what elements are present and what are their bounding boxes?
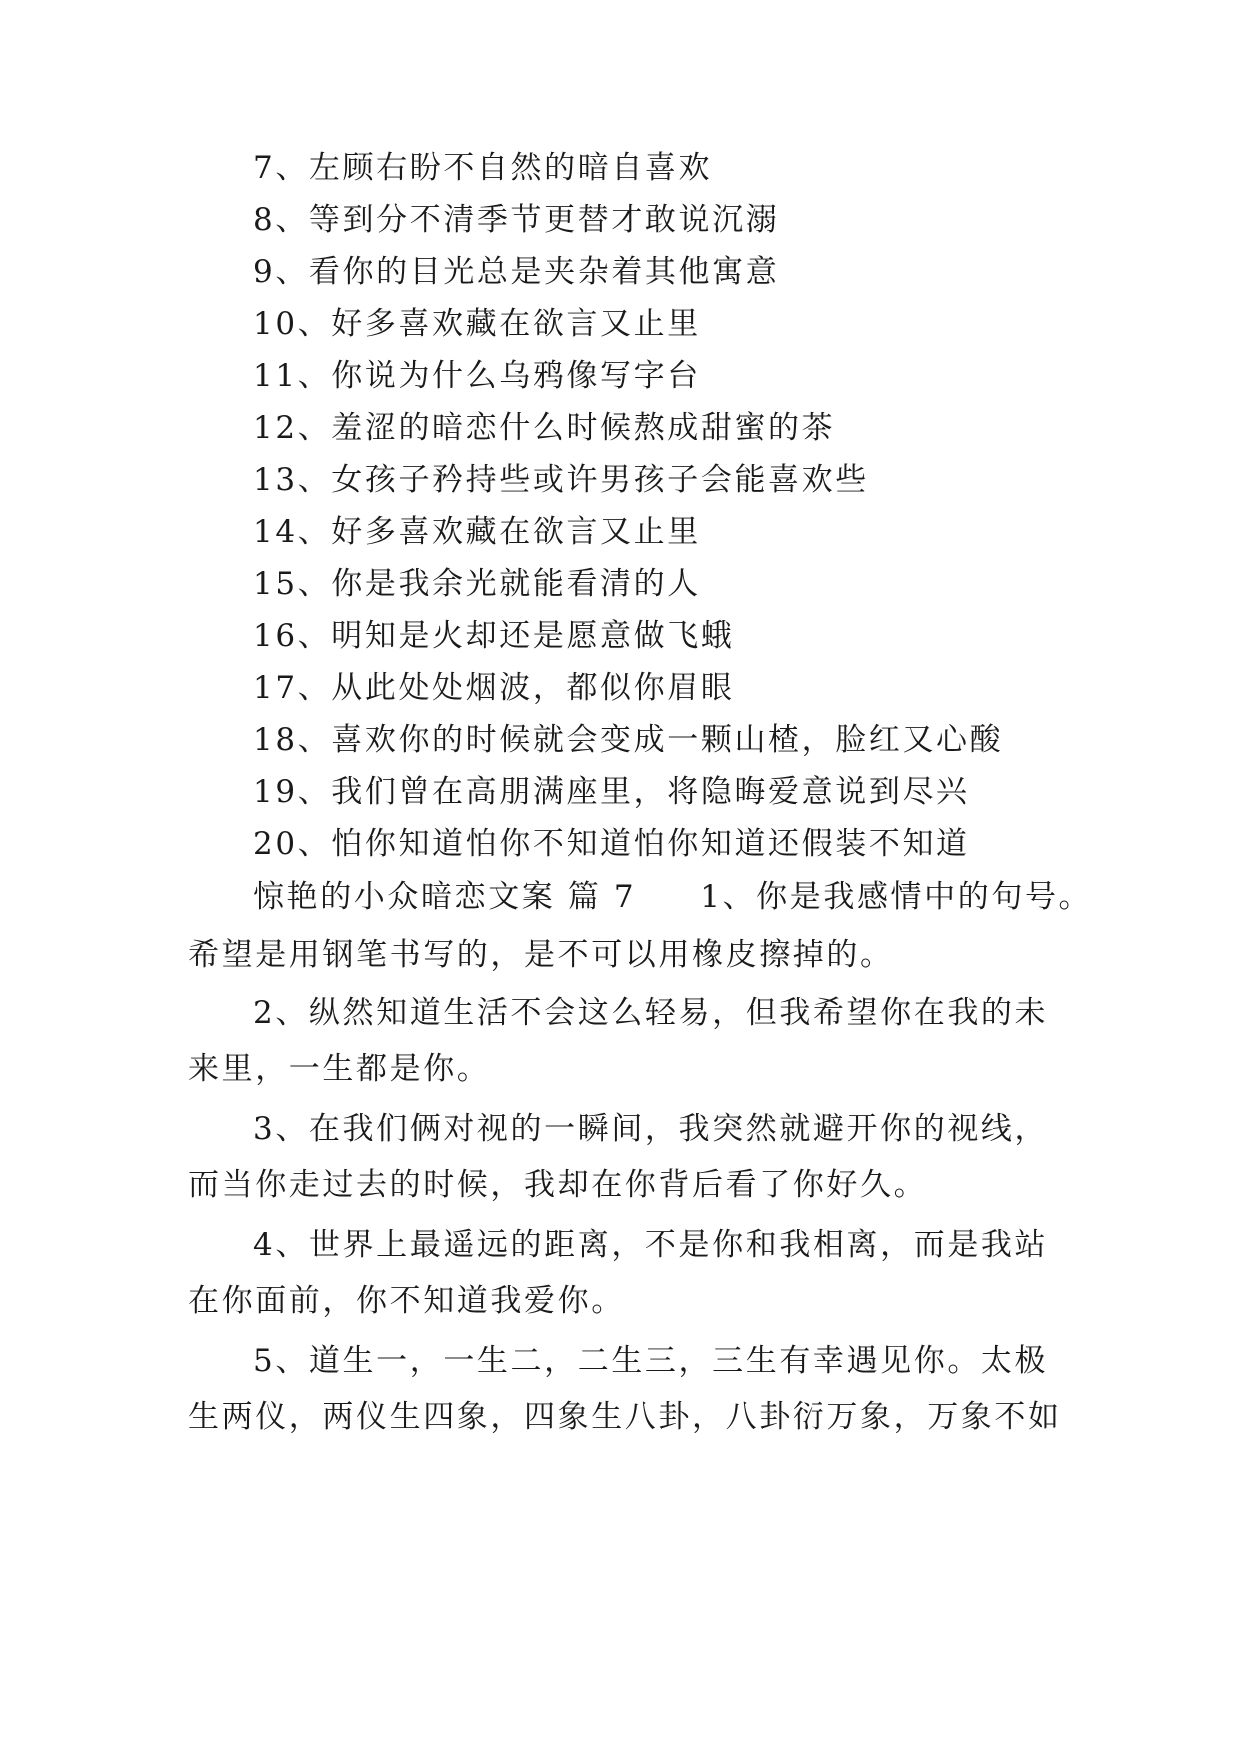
section-heading: 惊艳的小众暗恋文案 篇 7: [253, 879, 637, 915]
list-item: 18、喜欢你的时候就会变成一颗山楂，脸红又心酸: [253, 722, 1004, 758]
list-item: 7、左顾右盼不自然的暗自喜欢: [253, 150, 713, 186]
list-item: 19、我们曾在高朋满座里，将隐晦爱意说到尽兴: [253, 774, 970, 810]
list-item: 20、怕你知道怕你不知道怕你知道还假装不知道: [253, 826, 970, 862]
list-item: 10、好多喜欢藏在欲言又止里: [253, 306, 701, 342]
paragraph-line: 3、在我们俩对视的一瞬间，我突然就避开你的视线，: [253, 1111, 1049, 1147]
list-item: 12、羞涩的暗恋什么时候熬成甜蜜的茶: [253, 410, 836, 446]
paragraph-line: 5、道生一，一生二，二生三，三生有幸遇见你。太极: [253, 1343, 1049, 1379]
list-item: 16、明知是火却还是愿意做飞蛾: [253, 618, 735, 654]
list-item: 13、女孩子矜持些或许男孩子会能喜欢些: [253, 462, 869, 498]
paragraph-line: 在你面前，你不知道我爱你。: [188, 1283, 625, 1319]
list-item: 17、从此处处烟波，都似你眉眼: [253, 670, 735, 706]
list-item: 14、好多喜欢藏在欲言又止里: [253, 514, 701, 550]
list-item: 9、看你的目光总是夹杂着其他寓意: [253, 254, 780, 290]
paragraph-line: 而当你走过去的时候，我却在你背后看了你好久。: [188, 1167, 928, 1203]
list-item: 15、你是我余光就能看清的人: [253, 566, 701, 602]
paragraph-line: 2、纵然知道生活不会这么轻易，但我希望你在我的未: [253, 995, 1049, 1031]
list-item: 8、等到分不清季节更替才敢说沉溺: [253, 202, 780, 238]
list-item: 11、你说为什么乌鸦像写字台: [253, 358, 701, 394]
paragraph-text: 1、你是我感情中的句号。: [700, 879, 1093, 915]
paragraph-line: 生两仪，两仪生四象，四象生八卦，八卦衍万象，万象不如: [188, 1399, 1062, 1435]
paragraph-line: 希望是用钢笔书写的，是不可以用橡皮擦掉的。: [188, 937, 894, 973]
paragraph-line: 来里，一生都是你。: [188, 1051, 491, 1087]
paragraph-line: 4、世界上最遥远的距离，不是你和我相离，而是我站: [253, 1227, 1049, 1263]
